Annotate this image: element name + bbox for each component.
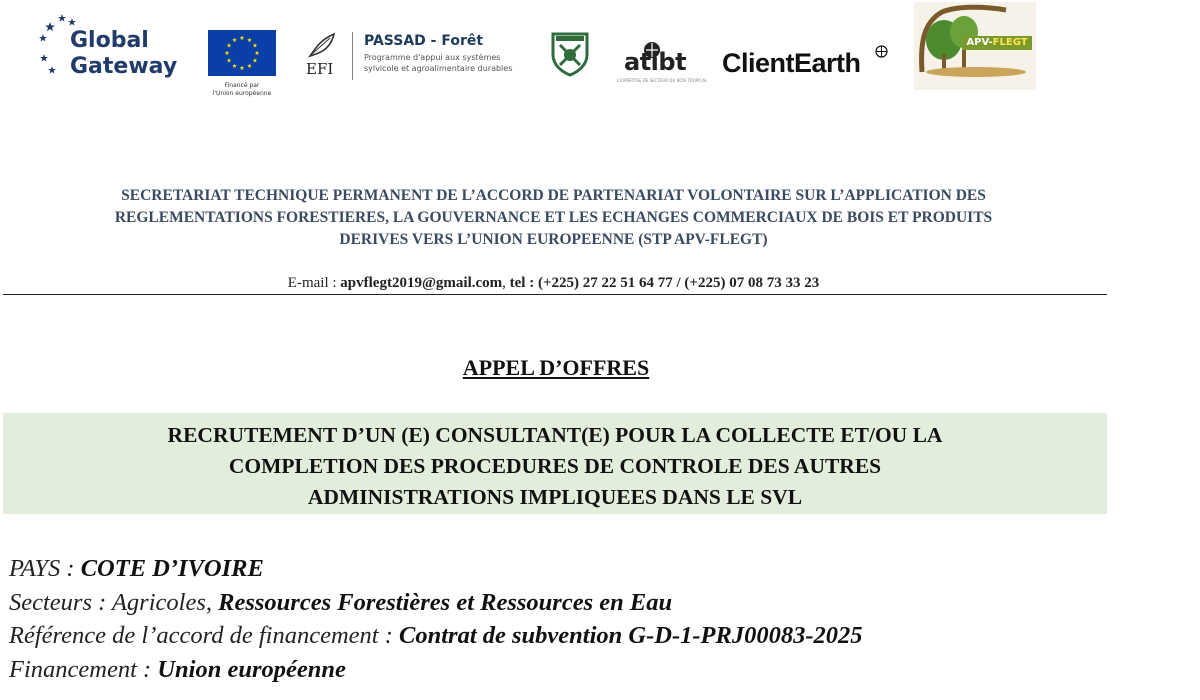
eu-funding-caption bbox=[196, 82, 288, 98]
apv-badge-suffix: FLEGT bbox=[992, 37, 1028, 48]
detail-pays bbox=[9, 552, 862, 586]
header-divider bbox=[3, 294, 1107, 295]
passad-title: PASSAD - Forêt bbox=[364, 33, 484, 49]
atibt-tagline: L'EXPERTISE DE SECTEUR DU BOIS TROPICAL bbox=[616, 78, 708, 83]
financement-value: Union européenne bbox=[157, 655, 346, 683]
efi-label: EFI bbox=[306, 60, 334, 78]
subject-heading bbox=[3, 420, 1107, 513]
global-gateway-logo bbox=[70, 28, 177, 80]
eu-caption-line1: Financé par bbox=[224, 82, 260, 89]
details-block bbox=[9, 552, 862, 686]
contact-separator: , bbox=[502, 275, 510, 291]
clientearth-logo: ClientEarth bbox=[722, 48, 861, 78]
reference-value: Contrat de subvention G-D-1-PRJ00083-2025 bbox=[399, 622, 863, 649]
contact-line bbox=[0, 273, 1107, 293]
secteurs-label: Secteurs : Agricoles, bbox=[9, 588, 219, 616]
apv-flegt-badge bbox=[962, 36, 1032, 50]
apv-badge-prefix: APV- bbox=[966, 37, 993, 48]
secretariat-header bbox=[0, 185, 1107, 251]
eu-caption-line2: l'Union européenne bbox=[212, 90, 272, 97]
passad-subtitle-line2: sylvicole et agroalimentaire durables bbox=[364, 64, 513, 73]
passad-subtitle bbox=[364, 52, 534, 74]
contact-email-label: E-mail : bbox=[287, 275, 341, 291]
eu-flag-icon bbox=[208, 30, 276, 76]
efi-oak-leaf-icon bbox=[306, 30, 340, 60]
contact-email[interactable]: apvflegt2019@gmail.com bbox=[340, 275, 503, 291]
subject-line2: COMPLETION DES PROCEDURES DE CONTROLE DES AUTRES bbox=[228, 454, 882, 478]
pays-value: COTE D’IVOIRE bbox=[80, 555, 264, 582]
financement-label: Financement : bbox=[9, 655, 158, 683]
detail-secteurs bbox=[9, 586, 862, 620]
subject-line3: ADMINISTRATIONS IMPLIQUEES DANS LE SVL bbox=[307, 485, 803, 509]
detail-financement bbox=[9, 653, 862, 687]
secretariat-line2: REGLEMENTATIONS FORESTIERES, LA GOUVERNANCE ET LES ECHANGES COMMERCIAUX DE BOIS ET PRODUITS bbox=[114, 209, 993, 226]
atibt-logo: atibt bbox=[624, 48, 687, 76]
secretariat-line3: DERIVES VERS L’UNION EUROPEENNE (STP APV-FLEGT) bbox=[339, 231, 768, 248]
global-gateway-line2: Gateway bbox=[70, 54, 178, 79]
clientearth-globe-icon bbox=[875, 45, 888, 58]
reference-label: Référence de l’accord de financement : bbox=[9, 622, 400, 649]
subject-line1: RECRUTEMENT D’UN (E) CONSULTANT(E) POUR LA COLLECTE ET/OU LA bbox=[167, 423, 943, 447]
secretariat-line1: SECRETARIAT TECHNIQUE PERMANENT DE L’ACCORD DE PARTENARIAT VOLONTAIRE SUR L’APPLICATION DES bbox=[121, 187, 986, 204]
secteurs-value: Ressources Forestières et Ressources en Eau bbox=[218, 588, 673, 616]
detail-reference bbox=[9, 619, 862, 653]
passad-subtitle-line1: Programme d'appui aux systèmes bbox=[364, 53, 501, 62]
green-shield-icon bbox=[550, 31, 590, 77]
pays-label: PAYS : bbox=[9, 555, 81, 582]
contact-phone: tel : (+225) 27 22 51 64 77 / (+225) 07 08 73 33 23 bbox=[509, 275, 820, 291]
passad-divider bbox=[352, 32, 353, 80]
document-title: APPEL D’OFFRES bbox=[462, 355, 650, 380]
global-gateway-line1: Global bbox=[70, 28, 149, 53]
partner-logos-banner bbox=[0, 0, 1200, 110]
